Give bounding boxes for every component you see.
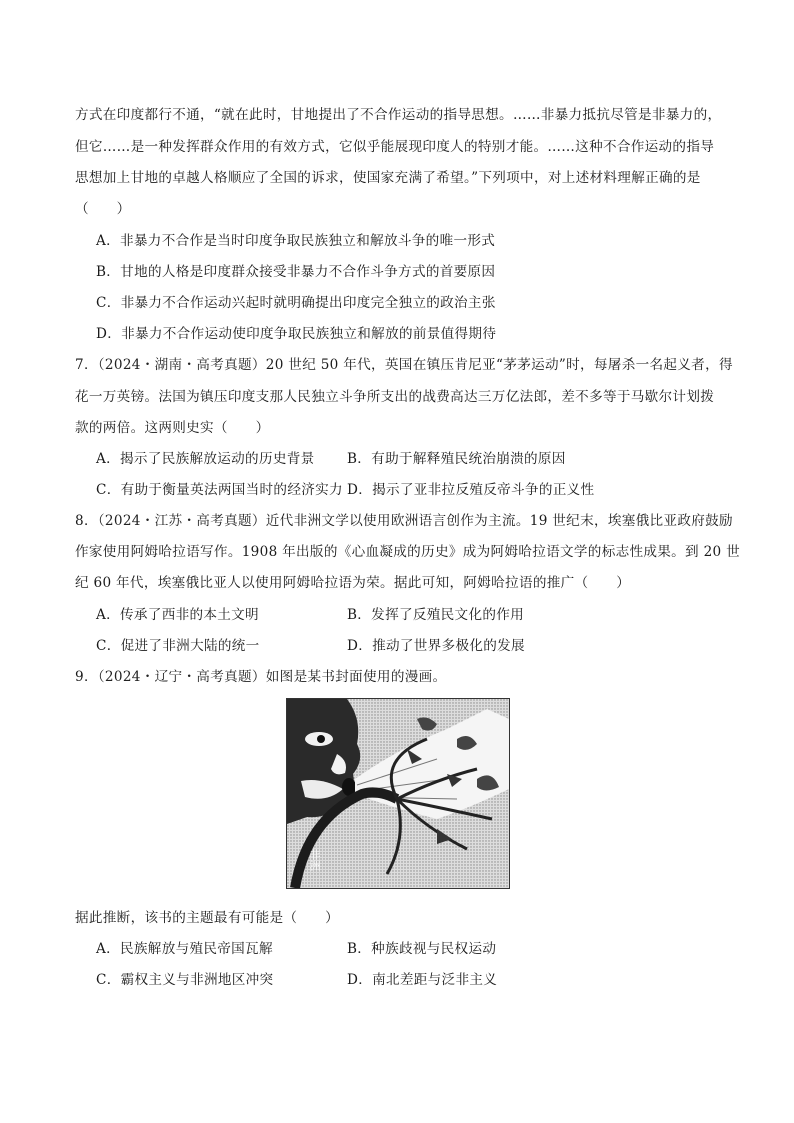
q6-option-c[interactable]: C．非暴力不合作运动兴起时就明确提出印度完全独立的政治主张 (96, 295, 496, 311)
q6-line-4: （ ） (75, 201, 131, 217)
q8-option-d[interactable]: D．推动了世界多极化的发展 (347, 638, 525, 654)
q9-question: 据此推断，该书的主题最有可能是（ ） (75, 910, 339, 926)
q9-number: 9． (75, 669, 98, 685)
q7-option-a[interactable]: A．揭示了民族解放运动的历史背景 (96, 451, 315, 467)
q8-line-1 (75, 509, 733, 529)
q8-option-c[interactable]: C．促进了非洲大陆的统一 (96, 638, 260, 654)
q7-line-1 (75, 353, 733, 373)
q9-option-b[interactable]: B．种族歧视与民权运动 (347, 941, 497, 957)
q6-option-d[interactable]: D．非暴力不合作运动使印度争取民族独立和解放的前景值得期待 (96, 326, 497, 342)
q8-line-3: 纪 60 年代，埃塞俄比亚人以使用阿姆哈拉语为荣。据此可知，阿姆哈拉语的推广（ ） (75, 575, 631, 591)
q7-option-b[interactable]: B．有助于解释殖民统治崩溃的原因 (347, 451, 566, 467)
q7-number: 7． (75, 357, 98, 373)
q7-option-c[interactable]: C．有助于衡量英法两国当时的经济实力 (96, 482, 343, 498)
q6-option-b[interactable]: B．甘地的人格是印度群众接受非暴力不合作斗争方式的首要原因 (96, 264, 496, 280)
q7-line-3: 款的两倍。这两则史实（ ） (75, 420, 270, 436)
q7-line-2: 花一万英镑。法国为镇压印度支那人民独立斗争所支出的战费高达三万亿法郎，差不多等于马歇尔计划拨 (75, 389, 715, 405)
q9-option-d[interactable]: D．南北差距与泛非主义 (347, 972, 498, 988)
q8-line-2: 作家使用阿姆哈拉语写作。1908 年出版的《心血凝成的历史》成为阿姆哈拉语文学的标志性成果。到 20 世 (75, 544, 740, 560)
cartoon-figure (286, 698, 510, 889)
q8-option-a[interactable]: A．传承了西非的本土文明 (96, 607, 259, 623)
q6-line-1: 方式在印度都行不通，“就在此时，甘地提出了不合作运动的指导思想。……非暴力抵抗尽管是非暴力的， (75, 107, 722, 123)
q9-option-a[interactable]: A．民族解放与殖民帝国瓦解 (96, 941, 273, 957)
q7-text-1: 20 世纪 50 年代，英国在镇压肯尼亚“茅茅运动”时，每屠杀一名起义者，得 (265, 357, 733, 373)
q9-intro: 如图是某书封面使用的漫画。 (265, 669, 447, 685)
q9-line-1 (75, 665, 446, 685)
q8-text-1: 近代非洲文学以使用欧洲语言创作为主流。19 世纪末，埃塞俄比亚政府鼓励 (265, 513, 733, 529)
q8-source: （2024・江苏・高考真题） (97, 513, 266, 529)
q7-source: （2024・湖南・高考真题） (97, 357, 266, 373)
q7-option-d[interactable]: D．揭示了亚非拉反殖反帝斗争的正义性 (347, 482, 595, 498)
q8-number: 8． (75, 513, 98, 529)
q6-line-3: 思想加上甘地的卓越人格顺应了全国的诉求，使国家充满了希望。”下列项中，对上述材料理解正确的是 (75, 170, 701, 186)
q8-option-b[interactable]: B．发挥了反殖民文化的作用 (347, 607, 525, 623)
q9-option-c[interactable]: C．霸权主义与非洲地区冲突 (96, 972, 274, 988)
q9-source: （2024・辽宁・高考真题） (97, 669, 266, 685)
q6-option-a[interactable]: A．非暴力不合作是当时印度争取民族独立和解放斗争的唯一形式 (96, 233, 496, 249)
q6-line-2: 但它……是一种发挥群众作用的有效方式，它似乎能展现印度人的特别才能。……这种不合作运动的指导 (75, 139, 715, 155)
cartoon-label-africa: 非洲 (308, 849, 321, 871)
